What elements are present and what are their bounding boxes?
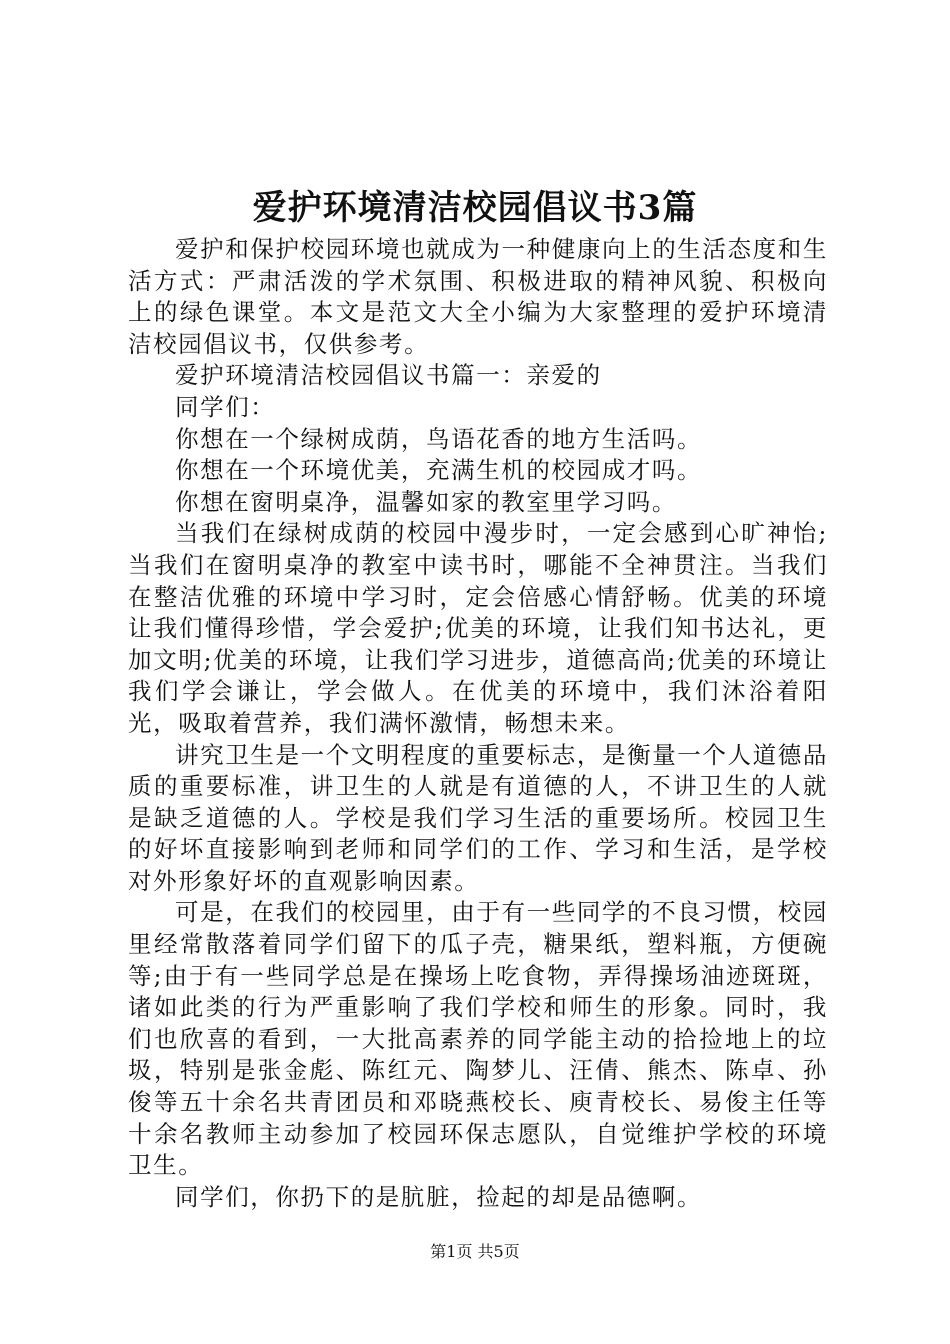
paragraph-intro: 爱护和保护校园环境也就成为一种健康向上的生活态度和生活方式：严肃活泼的学术氛围、积极进取的精神风貌、积极向上的绿色课堂。本文是范文大全小编为大家整理的爱护环境清洁校园倡议书，仅供参考。 <box>128 235 828 358</box>
document-body <box>128 234 828 1213</box>
paragraph-salutation: 同学们： <box>175 392 276 421</box>
paragraph-campus-issues: 可是，在我们的校园里，由于有一些同学的不良习惯，校园里经常散落着同学们留下的瓜子壳，糖果纸，塑料瓶，方便碗等;由于有一些同学总是在操场上吃食物，弄得操场油迹斑斑，诸如此类的行为严重影响了我们学校和师生的形象。同时，我们也欣喜的看到，一大批高素养的同学能主动的拾捡地上的垃圾，特别是张金彪、陈红元、陶梦儿、汪倩、熊杰、陈卓、孙俊等五十余名共青团员和邓晓燕校长、庾青校长、易俊主任等十余名教师主动参加了校园环保志愿队，自觉维护学校的环境卫生。 <box>128 898 828 1180</box>
paragraph-environment: 当我们在绿树成荫的校园中漫步时，一定会感到心旷神怡;当我们在窗明桌净的教室中读书时，哪能不全神贯注。当我们在整洁优雅的环境中学习时，定会倍感心情舒畅。优美的环境让我们懂得珍惜，学会爱护;优美的环境，让我们知书达礼，更加文明;优美的环境，让我们学习进步，道德高尚;优美的环境让我们学会谦让，学会做人。在优美的环境中，我们沐浴着阳光，吸取着营养，我们满怀激情，畅想未来。 <box>128 519 828 737</box>
paragraph-question-1: 你想在一个绿树成荫，鸟语花香的地方生活吗。 <box>175 424 703 453</box>
paragraph-hygiene: 讲究卫生是一个文明程度的重要标志，是衡量一个人道德品质的重要标准，讲卫生的人就是有道德的人，不讲卫生的人就是缺乏道德的人。学校是我们学习生活的重要场所。校园卫生的好坏直接影响到老师和同学们的工作、学习和生活，是学校对外形象好坏的直观影响因素。 <box>128 740 828 895</box>
paragraph-heading-part-one: 爱护环境清洁校园倡议书篇一：亲爱的 <box>175 361 602 390</box>
page-footer: 第1页 共5页 <box>430 1242 520 1261</box>
paragraph-question-2: 你想在一个环境优美，充满生机的校园成才吗。 <box>175 456 703 485</box>
paragraph-question-3: 你想在窗明桌净，温馨如家的教室里学习吗。 <box>175 487 677 516</box>
paragraph-closing: 同学们，你扔下的是肮脏，捡起的却是品德啊。 <box>175 1182 703 1211</box>
document-title: 爱护环境清洁校园倡议书3篇 <box>252 188 698 228</box>
